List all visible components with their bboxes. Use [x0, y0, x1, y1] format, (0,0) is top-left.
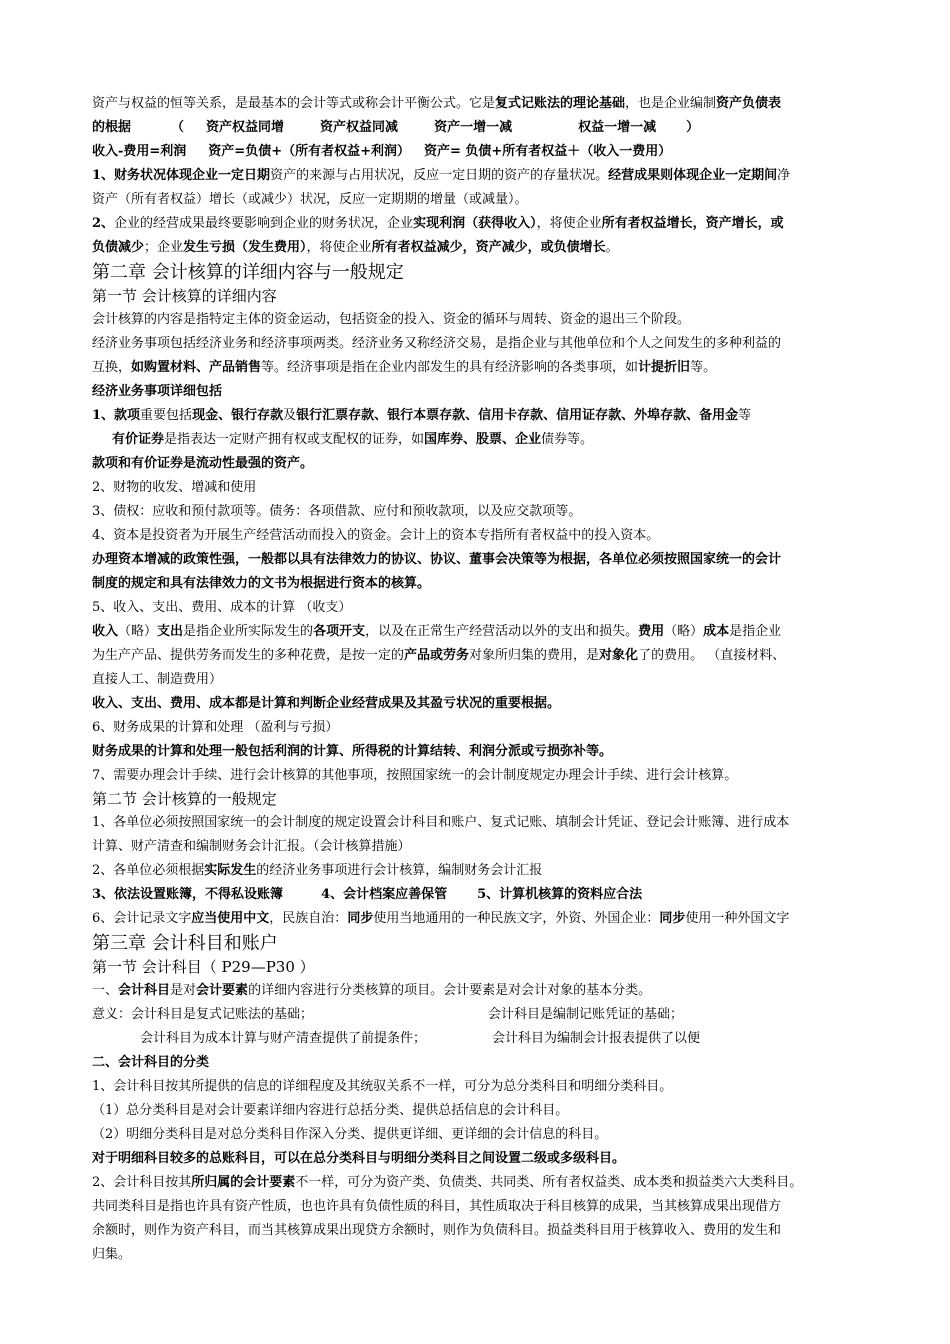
ch2-subheading: 经济业务事项详细包括: [92, 384, 223, 399]
ch2-item-4: 4、资本是投资者为开展生产经营活动而投入的资金。会计上的资本专指所有者权益中的投入资本。: [92, 528, 660, 543]
ch2-rule-1-cont: 计算、财产清查和编制财务会计汇报。（会计核算措施）: [92, 839, 411, 854]
chapter-3-title: 第三章 会计科目和账户: [92, 933, 278, 954]
ch2-item-7: 7、需要办理会计手续、进行会计核算的其他事项，按照国家统一的会计制度规定办理会计手续、进行会计核算。: [92, 768, 738, 783]
ch3-class-1-note: 对于明细科目较多的总账科目，可以在总分类科目与明细分类科目之间设置二级或多级科目。: [92, 1151, 626, 1166]
ch3-definition: 一、会计科目是对会计要素的详细内容进行分类核算的项目。会计要素是对会计对象的基本分类。: [92, 983, 652, 998]
ch3-class-2-cont-2: 余额时，则作为资产科目，而当其核算成果出现贷方余额时，则作为负债科目。损益类科目用于核算收入、费用的发生和: [92, 1223, 782, 1238]
ch2-line-3: 互换，如购置材料、产品销售等。经济事项是指在企业内部发生的具有经济影响的各类事项，如计提折旧等。: [92, 360, 717, 375]
ch3-classification-heading: 二、会计科目的分类: [92, 1055, 210, 1070]
ch2-item-5-detail-cont-2: 直接人工、制造费用）: [92, 672, 223, 687]
ch3-meaning-row-2: 会计科目为成本计算与财产清查提供了前提条件； 会计科目为编制会计报表提供了以便: [140, 1031, 701, 1046]
intro-line-1: 资产与权益的恒等关系，是最基本的会计等式或称会计平衡公式。它是复式记账法的理论基础，也是企业编制资产负债表: [92, 96, 782, 111]
ch2-item-5: 5、收入、支出、费用、成本的计算 （收支）: [92, 600, 352, 615]
ch2-item-5-note: 收入、支出、费用、成本都是计算和判断企业经营成果及其盈亏状况的重要根据。: [92, 696, 561, 711]
ch3-class-1-b: （2）明细分类科目是对总分类科目作深入分类、提供更详细、更详细的会计信息的科目。: [92, 1127, 608, 1142]
ch2-item-4-note-cont: 制度的规定和具有法律效力的文书为根据进行资本的核算。: [92, 576, 431, 591]
ch3-class-2-cont-1: 共同类科目是指也许具有资产性质，也也许具有负债性质的科目，其性质取决于科目核算的成果，当其核算成果出现借方: [92, 1199, 782, 1214]
ch3-class-2-cont-3: 归集。: [92, 1247, 132, 1262]
ch3-meaning-row-1: 意义：会计科目是复式记账法的基础； 会计科目是编制记账凭证的基础；: [92, 1007, 684, 1022]
intro-line-3: 收入-费用=利润 资产=负债+（所有者权益+利润） 资产= 负债+所有者权益＋（收入一费用）: [92, 144, 672, 159]
ch2-item-5-detail: 收入（略）支出是指企业所实际发生的各项开支，以及在正常生产经营活动以外的支出和损失。费用（略）成本是指企业: [92, 624, 782, 639]
ch3-class-2: 2、会计科目按其所归属的会计要素不一样，可分为资产类、负债类、共同类、所有者权益类、成本类和损益类六大类科目。: [92, 1175, 803, 1190]
chapter-2-title: 第二章 会计核算的详细内容与一般规定: [92, 262, 404, 283]
ch2-item-1-securities: 有价证券是指表达一定财产拥有权或支配权的证券，如国库券、股票、企业债券等。: [112, 432, 594, 447]
ch2-item-2: 2、财物的收发、增减和使用: [92, 480, 257, 495]
chapter-2-section-1: 第一节 会计核算的详细内容: [92, 287, 277, 305]
intro-line-2: 的根据 （ 资产权益同增 资产权益同减 资产一增一减 权益一增一减 ）: [92, 120, 700, 135]
ch2-rule-6: 6、会计记录文字应当使用中文，民族自治：同步使用当地通用的一种民族文字，外资、外国企业：同步使用一种外国文字: [92, 911, 790, 926]
ch2-line-2: 经济业务事项包括经济业务和经济事项两类。经济业务又称经济交易，是指企业与其他单位和个人之间发生的多种利益的: [92, 336, 782, 351]
document-page: [92, 92, 870, 1267]
ch2-rules-3-5: 3、依法设置账簿，不得私设账簿 4、会计档案应善保管 5、计算机核算的资料应合法: [92, 887, 643, 902]
ch2-rule-2: 2、各单位必须根据实际发生的经济业务事项进行会计核算，编制财务会计汇报: [92, 863, 543, 878]
paragraph-2-cont: 负债减少；企业发生亏损（发生费用），将使企业所有者权益减少，资产减少，或负债增长。: [92, 240, 619, 255]
ch2-item-6-note: 财务成果的计算和处理一般包括利润的计算、所得税的计算结转、利润分派或亏损弥补等。: [92, 744, 613, 759]
ch2-item-5-detail-cont: 为生产产品、提供劳务而发生的多种花费，是按一定的产品或劳务对象所归集的费用，是对象化了的费用。 （直接材料、: [92, 648, 786, 663]
ch2-rule-1: 1、各单位必须按照国家统一的会计制度的规定设置会计科目和账户、复式记账、填制会计凭证、登记会计账簿、进行成本: [92, 815, 790, 830]
ch2-item-4-note: 办理资本增减的政策性强，一般都以具有法律效力的协议、协议、董事会决策等为根据，各单位必须按照国家统一的会计: [92, 552, 782, 567]
paragraph-1-cont: 资产（所有者权益）增长（或减少）状况，反应一定期期的增量（或减量）。: [92, 192, 528, 207]
ch2-item-1-note: 款项和有价证券是流动性最强的资产。: [92, 456, 314, 471]
chapter-2-section-2: 第二节 会计核算的一般规定: [92, 790, 277, 808]
ch2-item-1: 1、款项重要包括现金、银行存款及银行汇票存款、银行本票存款、信用卡存款、信用证存款、外埠存款、备用金等: [92, 408, 752, 423]
paragraph-1: 1、财务状况体现企业一定日期资产的来源与占用状况，反应一定日期的资产的存量状况。经营成果则体现企业一定期间净: [92, 168, 791, 183]
ch2-item-3: 3、债权：应收和预付款项等。债务：各项借款、应付和预收款项，以及应交款项等。: [92, 504, 582, 519]
paragraph-2: 2、企业的经营成果最终要影响到企业的财务状况，企业实现利润（获得收入），将使企业所有者权益增长，资产增长，或: [92, 216, 784, 231]
ch3-class-1: 1、会计科目按其所提供的信息的详细程度及其统驭关系不一样，可分为总分类科目和明细分类科目。: [92, 1079, 673, 1094]
ch3-class-1-a: （1）总分类科目是对会计要素详细内容进行总括分类、提供总括信息的会计科目。: [92, 1103, 569, 1118]
chapter-3-section-1: 第一节 会计科目（ P29—P30 ）: [92, 958, 315, 976]
ch2-line-1: 会计核算的内容是指特定主体的资金运动，包括资金的投入、资金的循环与周转、资金的退出三个阶段。: [92, 312, 691, 327]
ch2-item-6: 6、财务成果的计算和处理 （盈利与亏损）: [92, 720, 339, 735]
